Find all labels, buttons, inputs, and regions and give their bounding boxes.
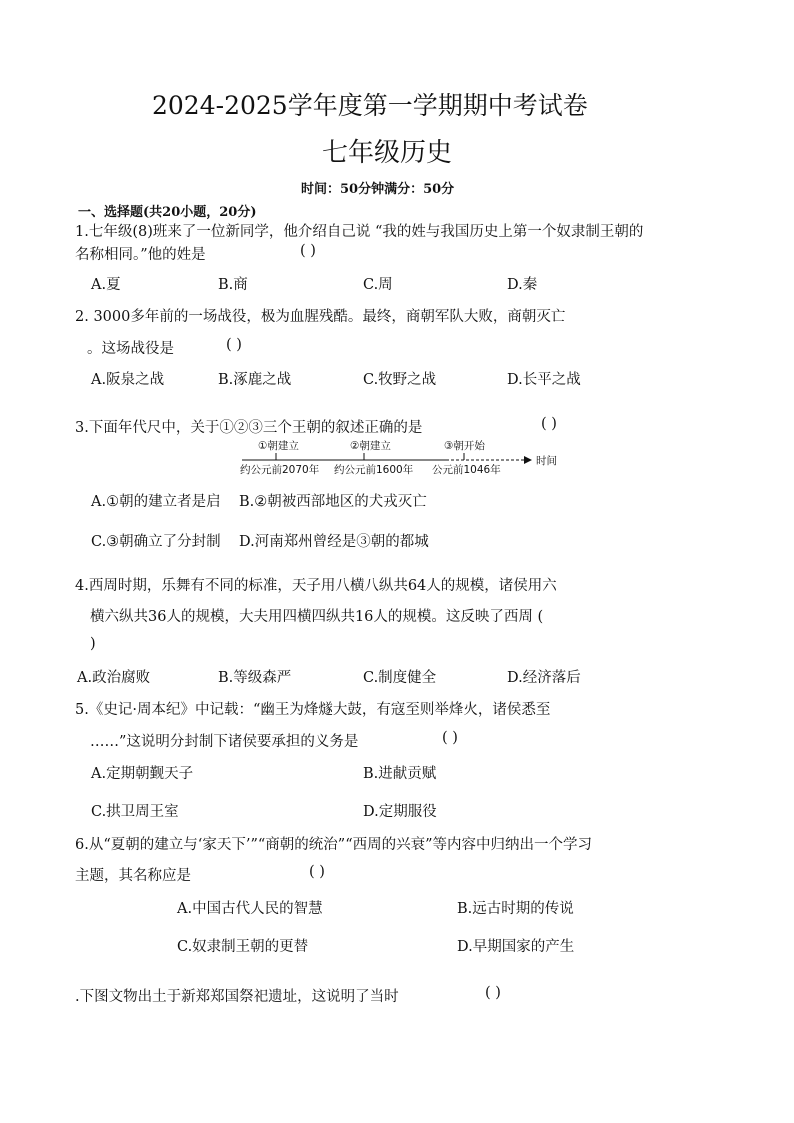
exam-title: 2024-2025学年度第一学期期中考试卷 (152, 91, 588, 120)
question-1-option-d[interactable]: D.秦 (507, 277, 538, 293)
question-7-answer-paren: ( ) (485, 985, 501, 1001)
question-4-option-a[interactable]: A.政治腐败 (77, 670, 151, 686)
question-3-line-1: 3.下面年代尺中，关于①②③三个王朝的叙述正确的是 (75, 420, 423, 436)
question-6-option-c[interactable]: C.奴隶制王朝的更替 (177, 939, 309, 955)
question-4-option-b[interactable]: B.等级森严 (218, 670, 292, 686)
timeline-label-bottom-3: 公元前1046年 (432, 464, 501, 476)
timeline-label-top-3: ③朝开始 (444, 440, 485, 452)
question-6-line-2: 主题，其名称应是 (75, 868, 191, 884)
timeline-label-top-1: ①朝建立 (258, 440, 299, 452)
question-1-answer-paren: ( ) (300, 243, 316, 259)
exam-subtitle: 七年级历史 (322, 138, 453, 168)
question-5-option-c[interactable]: C.拱卫周王室 (91, 804, 179, 820)
timeline-label-bottom-1: 约公元前2070年 (240, 464, 320, 476)
question-6-option-d[interactable]: D.早期国家的产生 (457, 939, 575, 955)
timeline-figure (236, 436, 566, 476)
question-3-option-c[interactable]: C.③朝确立了分封制 (91, 534, 221, 550)
question-5-option-a[interactable]: A.定期朝觐天子 (91, 766, 194, 782)
timeline-label-bottom-2: 约公元前1600年 (334, 464, 414, 476)
question-3-option-b[interactable]: B.②朝被西部地区的犬戎灭亡 (239, 494, 427, 510)
question-4-option-c[interactable]: C.制度健全 (363, 670, 437, 686)
section-heading: 一、选择题(共20小题，20分) (78, 205, 257, 220)
question-3-answer-paren: ( ) (541, 416, 557, 432)
question-2-option-b[interactable]: B.涿鹿之战 (218, 372, 292, 388)
question-2-line-2: 。这场战役是 (87, 341, 174, 357)
question-1-option-c[interactable]: C.周 (363, 277, 393, 293)
question-1-line-1: 1.七年级(8)班来了一位新同学，他介绍自己说 “我的姓与我国历史上第一个奴隶制王朝的 (75, 224, 644, 240)
question-6-option-b[interactable]: B.远古时期的传说 (457, 901, 574, 917)
question-4-line-2: 横六纵共36人的规模，大夫用四横四纵共16人的规模。这反映了西周 ( (90, 609, 544, 625)
question-6-answer-paren: ( ) (309, 864, 325, 880)
question-5-option-d[interactable]: D.定期服役 (363, 804, 437, 820)
exam-meta: 时间：50分钟满分：50分 (301, 182, 455, 197)
timeline-arrow-icon (524, 456, 532, 464)
question-1-option-b[interactable]: B.商 (218, 277, 248, 293)
question-5-line-2: ……”这说明分封制下诸侯要承担的义务是 (90, 734, 359, 750)
question-5-line-1: 5.《史记·周本纪》中记载：“幽王为烽燧大鼓，有寇至则举烽火，诸侯悉至 (75, 702, 551, 718)
question-4-option-d[interactable]: D.经济落后 (507, 670, 581, 686)
question-4-line-1: 4.西周时期，乐舞有不同的标准，天子用八横八纵共64人的规模，诸侯用六 (75, 578, 557, 594)
question-3-option-d[interactable]: D.河南郑州曾经是③朝的都城 (239, 534, 429, 550)
question-5-answer-paren: ( ) (442, 730, 458, 746)
question-1-line-2: 名称相同。”他的姓是 (75, 247, 206, 263)
question-2-answer-paren: ( ) (226, 337, 242, 353)
timeline-arrow-label: 时间 (536, 455, 557, 467)
question-2-option-d[interactable]: D.长平之战 (507, 372, 581, 388)
question-7-line-1: .下图文物出土于新郑郑国祭祀遗址，这说明了当时 (75, 989, 399, 1005)
question-6-line-1: 6.从“夏朝的建立与‘家天下’”“商朝的统治”“西周的兴衰”等内容中归纳出一个学习 (75, 837, 593, 853)
question-4-line-3: ) (90, 636, 96, 652)
question-1-option-a[interactable]: A.夏 (91, 277, 121, 293)
timeline-label-top-2: ②朝建立 (350, 440, 391, 452)
question-2-option-a[interactable]: A.阪泉之战 (91, 372, 165, 388)
question-2-option-c[interactable]: C.牧野之战 (363, 372, 437, 388)
question-5-option-b[interactable]: B.进献贡赋 (363, 766, 437, 782)
question-6-option-a[interactable]: A.中国古代人民的智慧 (177, 901, 323, 917)
question-2-line-1: 2. 3000多年前的一场战役，极为血腥残酷。最终，商朝军队大败，商朝灭亡 (75, 309, 566, 325)
question-3-option-a[interactable]: A.①朝的建立者是启 (91, 494, 221, 510)
